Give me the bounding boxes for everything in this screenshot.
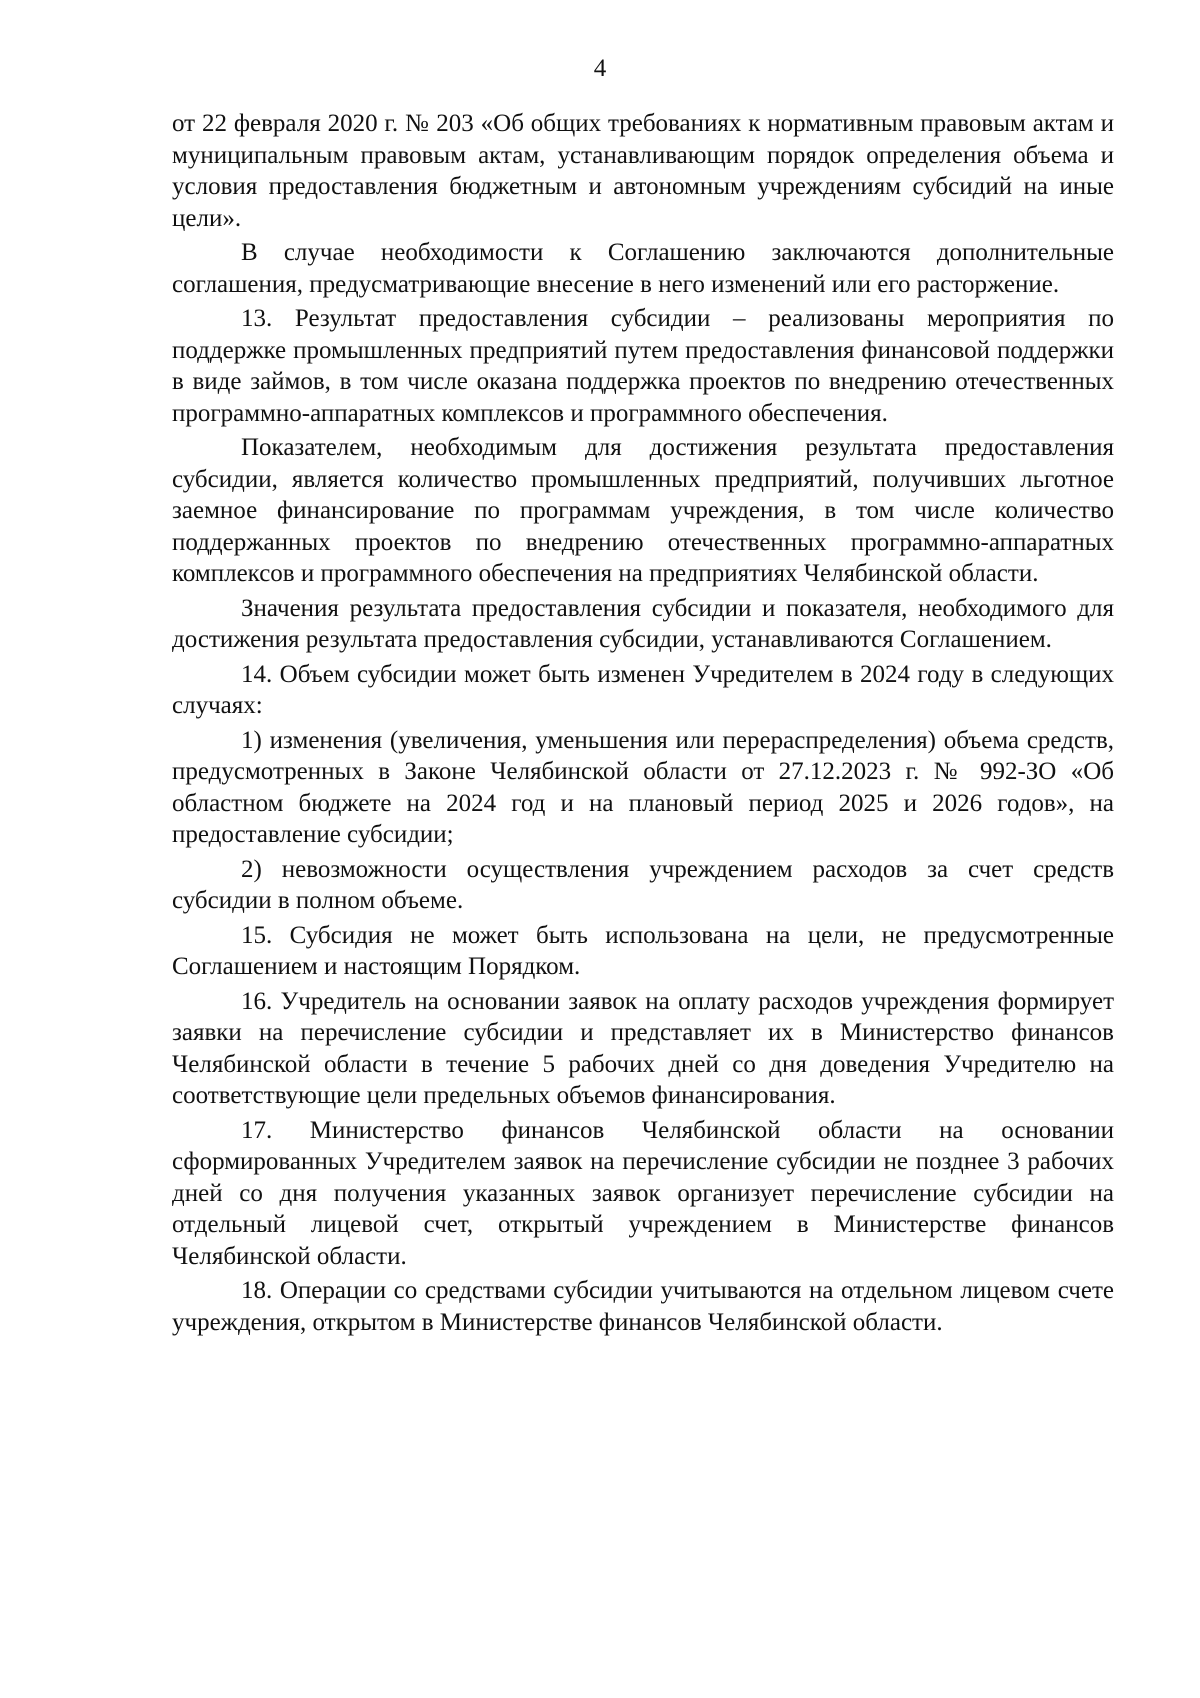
paragraph-18-operations: 18. Операции со средствами субсидии учитываются на отдельном лицевом счете учреждения, открытом в Министерстве финансов Челябинской области. xyxy=(172,1277,1114,1336)
paragraph-14-case-2: 2) невозможности осуществления учреждением расходов за счет средств субсидии в полном объеме. xyxy=(172,855,1114,914)
paragraph-additional-agreements: В случае необходимости к Соглашению заключаются дополнительные соглашения, предусматривающие внесение в него изменений или его расторжение. xyxy=(172,239,1114,298)
page-number: 4 xyxy=(593,55,607,82)
paragraph-17-ministry: 17. Министерство финансов Челябинской области на основании сформированных Учредителем заявок на перечисление субсидии не позднее 3 рабочих дней со дня получения указанных заявок организует перечисление субсидии на отдельный лицевой счет, открытый учреждением в Министерстве финансов Челябинской области. xyxy=(172,1116,1114,1270)
paragraph-values: Значения результата предоставления субсидии и показателя, необходимого для достижения результата предоставления субсидии, устанавливаются Соглашением. xyxy=(172,594,1114,653)
paragraph-13-result: 13. Результат предоставления субсидии – реализованы мероприятия по поддержке промышленных предприятий путем предоставления финансовой поддержки в виде займов, в том числе оказана поддержка проектов по внедрению отечественных программно-аппаратных комплексов и программного обеспечения. xyxy=(172,305,1114,427)
paragraph-14-volume: 14. Объем субсидии может быть изменен Учредителем в 2024 году в следующих случаях: xyxy=(172,660,1114,719)
paragraph-indicator: Показателем, необходимым для достижения результата предоставления субсидии, является количество промышленных предприятий, получивших льготное заемное финансирование по программам учреждения, в том числе количество поддержанных проектов по внедрению отечественных программно-аппаратных комплексов и программного обеспечения на предприятиях Челябинской области. xyxy=(172,434,1114,587)
document-body xyxy=(172,108,1114,1341)
paragraph-continuation: от 22 февраля 2020 г. № 203 «Об общих требованиях к нормативным правовым актам и муниципальным правовым актам, устанавливающим порядок определения объема и условия предоставления бюджетным и автономным учреждениям субсидий на иные цели». xyxy=(172,110,1114,232)
paragraph-16-founder: 16. Учредитель на основании заявок на оплату расходов учреждения формирует заявки на перечисление субсидии и представляет их в Министерство финансов Челябинской области в течение 5 рабочих дней со дня доведения Учредителю на соответствующие цели предельных объемов финансирования. xyxy=(172,987,1114,1109)
paragraph-15-usage: 15. Субсидия не может быть использована на цели, не предусмотренные Соглашением и настоящим Порядком. xyxy=(172,921,1114,980)
paragraph-14-case-1: 1) изменения (увеличения, уменьшения или перераспределения) объема средств, предусмотренных в Законе Челябинской области от 27.12.2023 г. № 992-ЗО «Об областном бюджете на 2024 год и на плановый период 2025 и 2026 годов», на предоставление субсидии; xyxy=(172,726,1114,848)
